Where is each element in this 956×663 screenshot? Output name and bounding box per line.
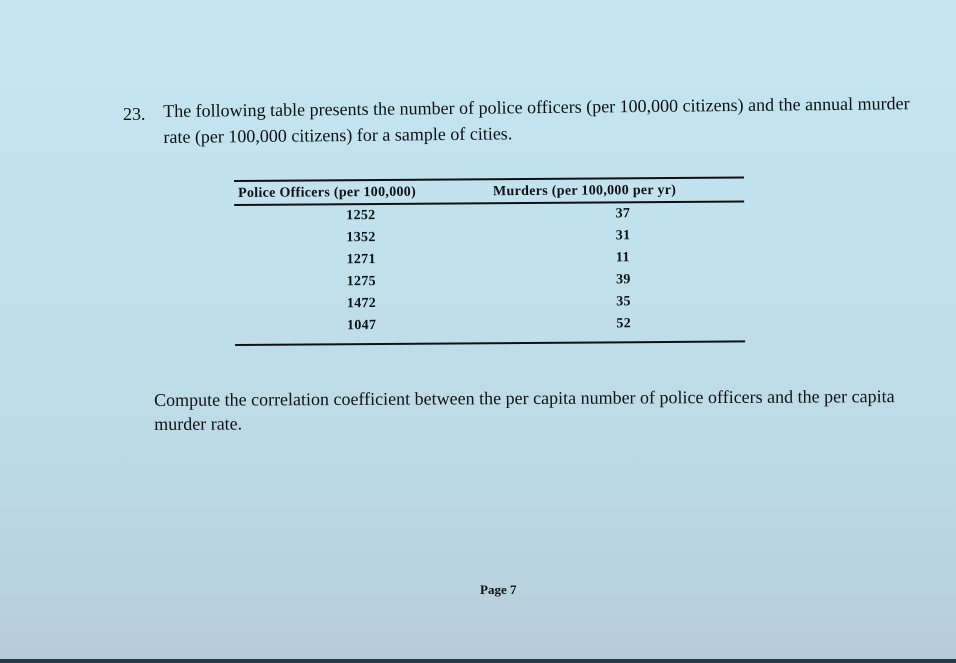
question-number: 23. (123, 104, 146, 124)
cell-officers: 1472 (346, 296, 377, 312)
cell-officers: 1271 (346, 252, 376, 268)
cell-officers: 1275 (346, 274, 376, 290)
question-text: The following table presents the number of police officers (per 100,000 citizens) and the annual murder rate (per 100,000 citizens) for a sample of cities. (163, 93, 910, 147)
data-table (234, 176, 745, 346)
table-header-row (234, 180, 744, 203)
cell-murders: 31 (615, 228, 631, 244)
cell-murders: 37 (615, 206, 631, 222)
table-row (235, 312, 745, 338)
page-number: Page 7 (480, 582, 517, 597)
cell-officers: 1047 (346, 318, 377, 334)
cell-murders: 52 (616, 316, 632, 332)
table-bottom-rule (235, 340, 745, 346)
cell-officers: 1252 (346, 208, 376, 224)
cell-murders: 39 (616, 272, 631, 288)
cell-murders: 35 (616, 294, 631, 310)
cell-officers: 1352 (346, 230, 376, 246)
header-murders: Murders (per 100,000 per yr) (492, 182, 677, 200)
bottom-edge (0, 659, 956, 663)
cell-murders: 11 (615, 250, 630, 266)
question-prompt: Compute the correlation coefficient between the per capita number of police officers and the per capita murder rate. (154, 386, 895, 434)
header-police-officers: Police Officers (per 100,000) (238, 184, 417, 201)
